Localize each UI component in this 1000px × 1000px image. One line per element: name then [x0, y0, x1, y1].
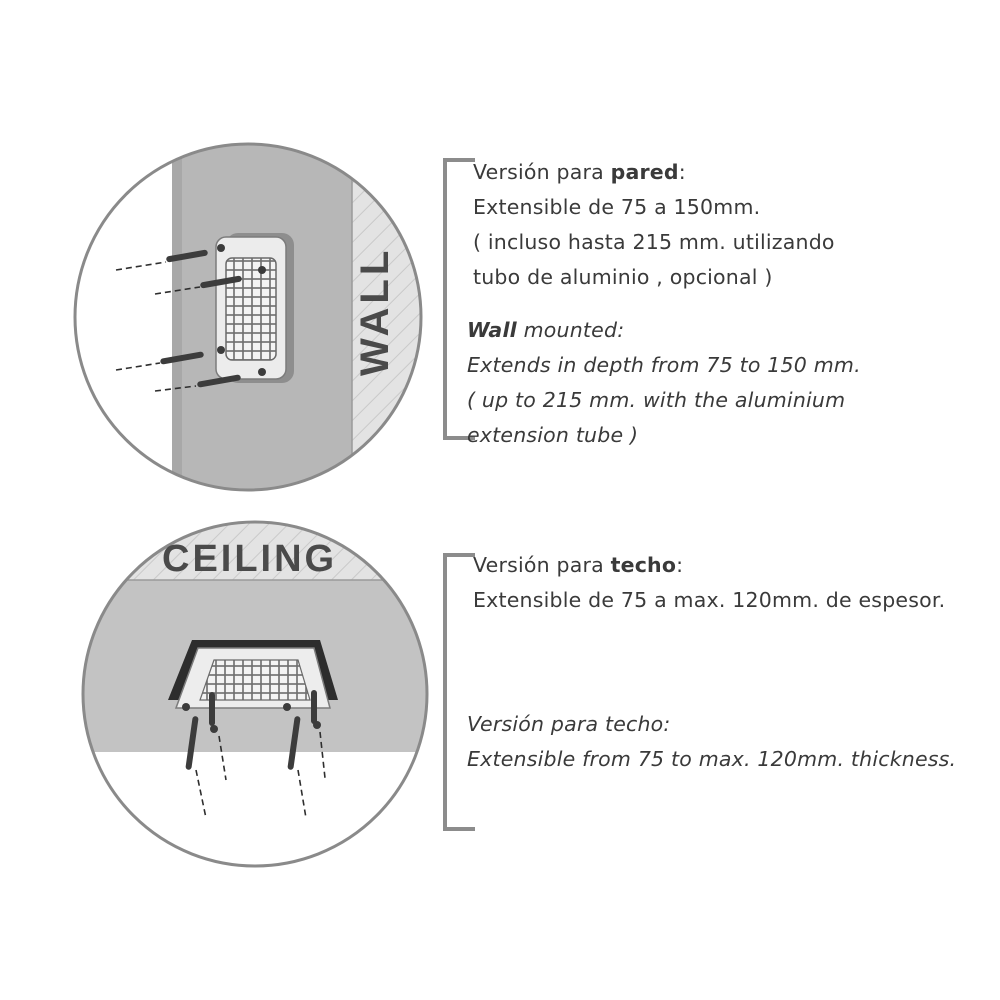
wall-english-suffix: mounted: — [516, 318, 625, 342]
wall-spanish-line: Extensible de 75 a 150mm. — [473, 195, 761, 219]
ceiling-label — [162, 538, 337, 580]
wall-label-text: WALL — [353, 246, 397, 376]
wall-english-title — [467, 313, 861, 348]
ceiling-spanish-suffix: : — [676, 553, 684, 577]
wall-english-text — [467, 313, 861, 453]
ceiling-spanish-bold: techo — [610, 553, 677, 577]
wall-detail-circle — [60, 130, 462, 510]
ceiling-english-line: Extensible from 75 to max. 120mm. thickness. — [467, 747, 957, 771]
wall-spanish-title — [473, 155, 835, 190]
ceiling-label-text: CEILING — [162, 538, 338, 580]
wall-spanish-line: tubo de aluminio , opcional ) — [473, 265, 773, 289]
wall-english-line: ( up to 215 mm. with the aluminium — [467, 388, 846, 412]
wall-english-bold: Wall — [467, 318, 517, 342]
wall-spanish-text — [473, 155, 835, 295]
ceiling-spanish-prefix: Versión para — [473, 553, 611, 577]
wall-label — [353, 247, 397, 376]
ceiling-spanish-title — [473, 548, 945, 583]
ceiling-english-title: Versión para techo: — [467, 712, 671, 736]
ceiling-spanish-line: Extensible de 75 a max. 120mm. de espesor. — [473, 588, 946, 612]
wall-spanish-suffix: : — [678, 160, 686, 184]
ceiling-text-bracket — [443, 553, 447, 831]
wall-spanish-bold: pared — [610, 160, 679, 184]
wall-english-line: extension tube ) — [467, 423, 639, 447]
wall-spanish-line: ( incluso hasta 215 mm. utilizando — [473, 230, 835, 254]
wall-text-bracket — [443, 158, 447, 440]
ceiling-spanish-text — [473, 548, 945, 618]
wall-spanish-prefix: Versión para — [473, 160, 611, 184]
ceiling-english-text — [467, 707, 956, 777]
wall-english-line: Extends in depth from 75 to 150 mm. — [467, 353, 861, 377]
